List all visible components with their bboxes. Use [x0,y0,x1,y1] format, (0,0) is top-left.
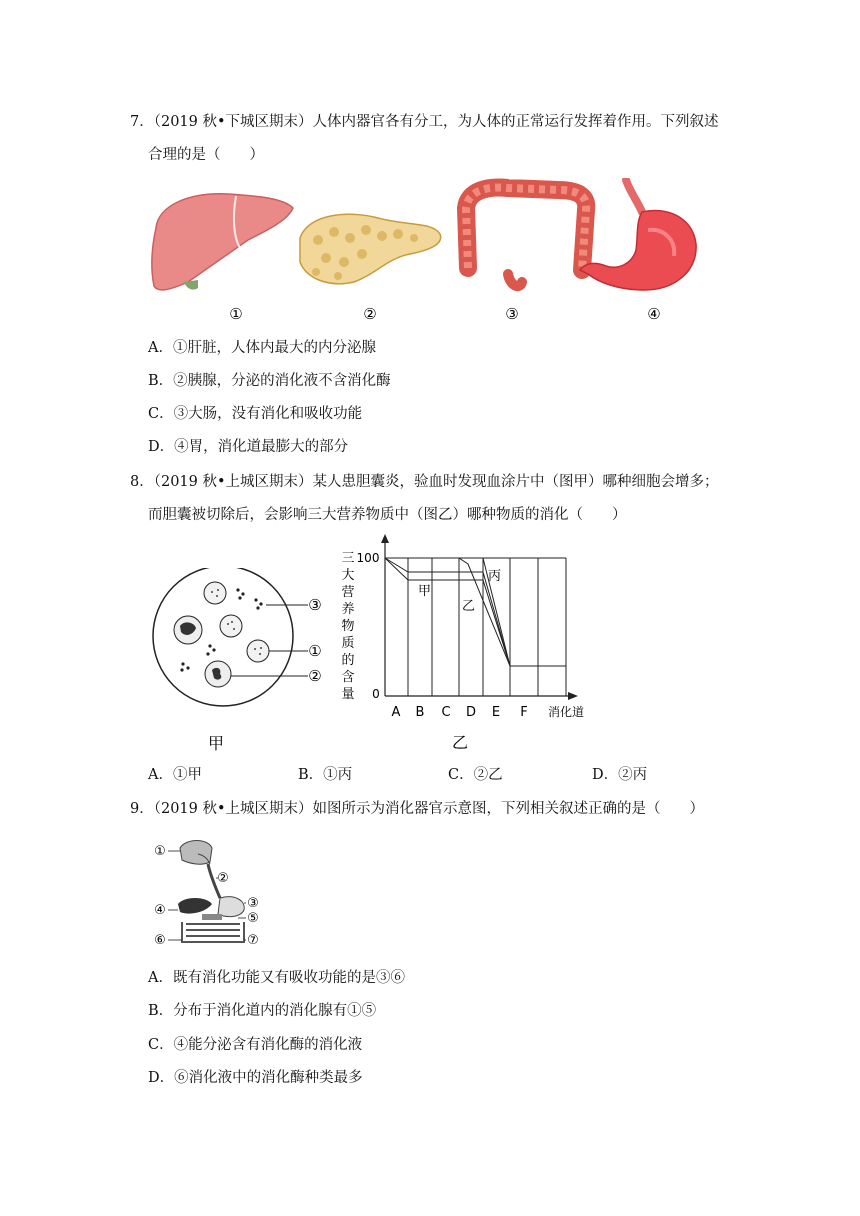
q7-organs-figure [148,178,703,328]
y-tick-0: 0 [372,687,380,701]
q9-option-d[interactable]: D．⑥消化液中的消化酶种类最多 [148,1070,363,1086]
q9-stem: 9．（2019 秋•上城区期末）如图所示为消化器官示意图，下列相关叙述正确的是（ ） [130,801,705,817]
q8-option-d[interactable]: D．②丙 [592,767,648,783]
y-axis-label-char: 营 [341,585,355,600]
curve-label-yi: 乙 [462,599,476,614]
y-axis-label-char: 物 [341,619,355,634]
q9-option-c[interactable]: C．④能分泌含有消化酶的消化液 [148,1037,363,1053]
liver-image [152,194,293,290]
x-tick-label: F [520,705,528,720]
jia-caption: 甲 [207,734,225,753]
q9-label-2: ② [217,871,229,886]
y-axis-label-char: 含 [341,670,355,685]
organ-label-1: ① [229,305,243,323]
organ-label-2: ② [363,305,377,323]
x-tick-label: A [391,705,401,720]
curve-jia [385,558,566,666]
q9-label-5: ⑤ [247,911,259,926]
x-tick-labels [392,705,528,720]
x-tick-label: C [441,705,451,720]
y-axis-label-char: 三 [341,551,355,566]
blood-smear-figure [148,568,348,756]
digestion-chart [338,528,630,756]
q9-label-6: ⑥ [154,933,166,948]
q8-option-b[interactable]: B．①丙 [298,767,353,783]
q9-label-7: ⑦ [247,933,259,948]
q7-option-d[interactable]: D．④胃，消化道最膨大的部分 [148,439,349,455]
q9-option-b[interactable]: B．分布于消化道内的消化腺有①⑤ [148,1003,377,1019]
q9-label-4: ④ [154,903,166,918]
jia-label-1: ① [308,642,322,660]
curve-label-bing: 丙 [488,569,502,584]
q7-stem-line1: 7．（2019 秋•下城区期末）人体内器官各有分工，为人体的正常运行发挥着作用。下列叙述 [130,114,719,130]
organ-label-4: ④ [647,305,661,323]
y-axis-label-char: 的 [341,653,355,668]
q8-stem-line1: 8．（2019 秋•上城区期末）某人患胆囊炎，验血时发现血涂片中（图甲）哪种细胞会增多； [130,474,719,490]
x-tick-label: D [465,705,477,720]
q7-option-b[interactable]: B．②胰腺，分泌的消化液不含消化酶 [148,373,391,389]
stomach-image [580,180,696,290]
q9-label-1: ① [154,844,166,859]
curve-label-jia: 甲 [418,584,432,599]
x-tick-label: B [415,705,425,720]
yi-caption: 乙 [451,733,469,752]
q9-option-a[interactable]: A．既有消化功能又有吸收功能的是③⑥ [148,970,405,986]
organ-label-3: ③ [505,305,519,323]
y-tick-100: 100 [356,551,380,565]
y-axis-label-char: 质 [341,636,355,651]
x-axis-label: 消化道 [547,705,585,719]
jia-label-2: ② [308,667,322,685]
q7-option-a[interactable]: A．①肝脏，人体内最大的内分泌腺 [148,340,376,356]
y-axis-label-char: 大 [341,568,355,583]
y-axis-label-char: 养 [341,602,355,617]
q8-option-c[interactable]: C．②乙 [448,767,503,783]
y-axis-label-char: 量 [341,687,355,702]
jia-label-3: ③ [308,596,322,614]
x-tick-label: E [491,705,501,720]
q9-label-3: ③ [247,896,259,911]
pancreas-image [300,214,441,284]
q8-stem-line2: 而胆囊被切除后，会影响三大营养物质中（图乙）哪种物质的消化（ ） [148,507,627,523]
q8-option-a[interactable]: A．①甲 [148,767,202,783]
q7-stem-line2: 合理的是（ ） [148,147,264,163]
digestive-system-figure [150,832,268,954]
large-intestine-image [466,188,586,287]
y-axis-label [341,551,354,702]
q7-option-c[interactable]: C．③大肠，没有消化和吸收功能 [148,406,363,422]
